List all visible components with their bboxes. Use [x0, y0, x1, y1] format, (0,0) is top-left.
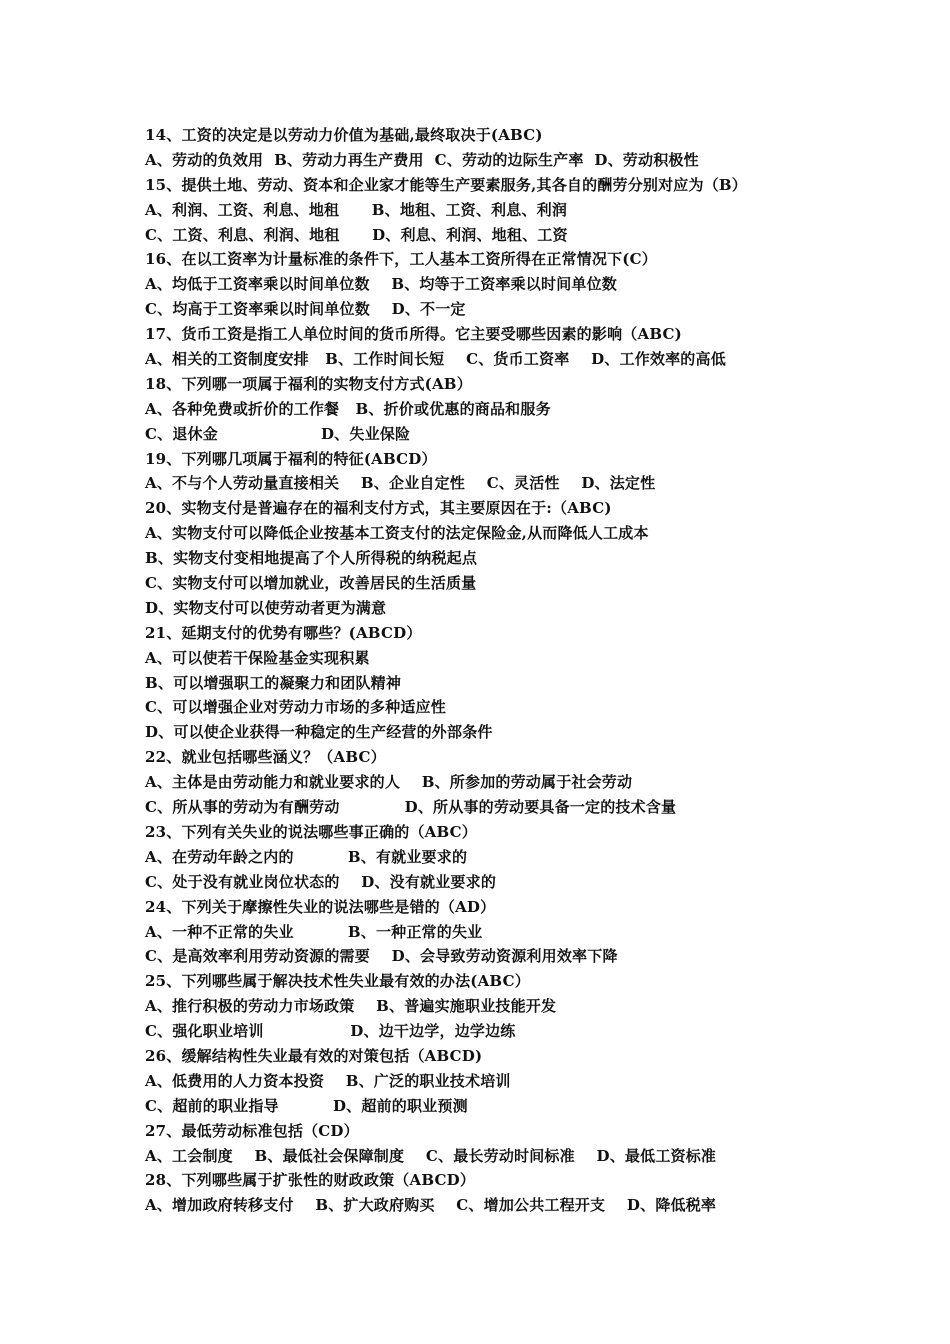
question-22-options-ab: A、主体是由劳动能力和就业要求的人 B、所参加的劳动属于社会劳动 [145, 773, 633, 792]
question-19-options: A、不与个人劳动量直接相关 B、企业自定性 C、灵活性 D、法定性 [145, 474, 656, 493]
question-18-stem: 18、下列哪一项属于福利的实物支付方式(AB） [145, 374, 472, 393]
question-21-option-a: A、可以使若干保险基金实现积累 [145, 648, 370, 667]
question-21-option-d: D、可以使企业获得一种稳定的生产经营的外部条件 [145, 723, 493, 742]
question-16-stem: 16、在以工资率为计量标准的条件下，工人基本工资所得在正常情况下(C） [145, 250, 657, 269]
question-22-options-cd: C、所从事的劳动为有酬劳动 D、所从事的劳动要具备一定的技术含量 [145, 798, 677, 817]
question-18-options-cd: C、退休金 D、失业保险 [145, 424, 411, 443]
document-page [145, 123, 905, 1218]
question-26-options-ab: A、低费用的人力资本投资 B、广泛的职业技术培训 [145, 1071, 511, 1090]
question-17-options: A、相关的工资制度安排 B、工作时间长短 C、货币工资率 D、工作效率的高低 [145, 350, 726, 369]
question-24-stem: 24、下列关于摩擦性失业的说法哪些是错的（AD） [145, 897, 496, 916]
question-21-option-b: B、可以增强职工的凝聚力和团队精神 [145, 673, 402, 692]
question-26-options-cd: C、超前的职业指导 D、超前的职业预测 [145, 1096, 468, 1115]
question-20-option-b: B、实物支付变相地提高了个人所得税的纳税起点 [145, 549, 478, 568]
question-16-options-cd: C、均高于工资率乘以时间单位数 D、不一定 [145, 300, 466, 319]
question-20-option-d: D、实物支付可以使劳动者更为满意 [145, 598, 387, 617]
question-25-options-ab: A、推行积极的劳动力市场政策 B、普遍实施职业技能开发 [145, 997, 557, 1016]
question-28-options: A、增加政府转移支付 B、扩大政府购买 C、增加公共工程开支 D、降低税率 [145, 1196, 717, 1215]
question-16-options-ab: A、均低于工资率乘以时间单位数 B、均等于工资率乘以时间单位数 [145, 275, 618, 294]
question-22-stem: 22、就业包括哪些涵义？（ABC） [145, 748, 386, 767]
question-21-option-c: C、可以增强企业对劳动力市场的多种适应性 [145, 698, 446, 717]
question-25-stem: 25、下列哪些属于解决技术性失业最有效的办法(ABC） [145, 972, 530, 991]
question-15-options-ab: A、利润、工资、利息、地租 B、地租、工资、利息、利润 [145, 200, 568, 219]
question-23-stem: 23、下列有关失业的说法哪些事正确的（ABC） [145, 822, 478, 841]
question-18-options-ab: A、各种免费或折价的工作餐 B、折价或优惠的商品和服务 [145, 399, 551, 418]
question-20-option-c: C、实物支付可以增加就业，改善居民的生活质量 [145, 574, 477, 593]
question-20-stem: 20、实物支付是普遍存在的福利支付方式，其主要原因在于:（ABC) [145, 499, 612, 518]
question-25-options-cd: C、强化职业培训 D、边干边学，边学边练 [145, 1022, 516, 1041]
question-15-stem: 15、提供土地、劳动、资本和企业家才能等生产要素服务,其各自的酬劳分别对应为（B） [145, 175, 747, 194]
question-15-options-cd: C、工资、利息、利润、地租 D、利息、利润、地租、工资 [145, 225, 568, 244]
question-21-stem: 21、延期支付的优势有哪些？(ABCD） [145, 623, 422, 642]
question-23-options-ab: A、在劳动年龄之内的 B、有就业要求的 [145, 847, 468, 866]
question-19-stem: 19、下列哪几项属于福利的特征(ABCD） [145, 449, 437, 468]
question-23-options-cd: C、处于没有就业岗位状态的 D、没有就业要求的 [145, 872, 497, 891]
question-17-stem: 17、货币工资是指工人单位时间的货币所得。它主要受哪些因素的影响（ABC) [145, 325, 682, 344]
question-24-options-ab: A、一种不正常的失业 B、一种正常的失业 [145, 922, 483, 941]
question-27-options: A、工会制度 B、最低社会保障制度 C、最长劳动时间标准 D、最低工资标准 [145, 1146, 717, 1165]
question-14-stem: 14、工资的决定是以劳动力价值为基础,最终取决于(ABC) [145, 126, 543, 144]
question-27-stem: 27、最低劳动标准包括（CD） [145, 1121, 359, 1140]
question-20-option-a: A、实物支付可以降低企业按基本工资支付的法定保险金,从而降低人工成本 [145, 524, 649, 543]
question-28-stem: 28、下列哪些属于扩张性的财政政策（ABCD） [145, 1171, 476, 1190]
question-26-stem: 26、缓解结构性失业最有效的对策包括（ABCD) [145, 1046, 483, 1065]
question-14-options: A、劳动的负效用 B、劳动力再生产费用 C、劳动的边际生产率 D、劳动积极性 [145, 150, 699, 169]
question-24-options-cd: C、是高效率利用劳动资源的需要 D、会导致劳动资源利用效率下降 [145, 947, 618, 966]
